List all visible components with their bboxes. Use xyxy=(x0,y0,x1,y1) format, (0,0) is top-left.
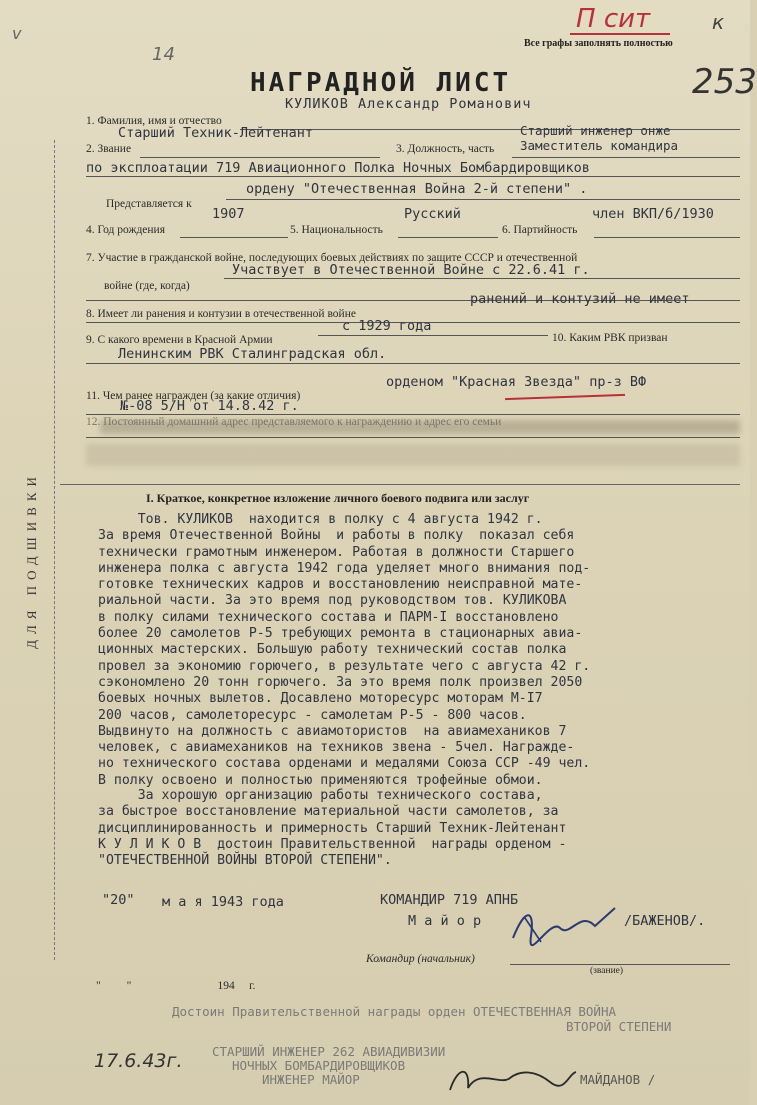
commander-label: Командир (начальник) xyxy=(366,953,475,965)
feat-line: боевых ночных вылетов. Досавлено моторесурс моторам М-I7 xyxy=(98,691,543,707)
field-1-label: 1. Фамилия, имя и отчество xyxy=(86,115,222,127)
feat-line: но технического состава орденами и медалями Союза ССР -49 чел. xyxy=(98,756,591,772)
feat-line: сэкономлено 20 тонн горючего. За это время полк произвел 2050 xyxy=(98,674,583,690)
field-7-label-line2: войне (где, когда) xyxy=(104,280,190,292)
feat-line: 200 часов, самолеторесурс - самолетам Р-5 - 800 часов. xyxy=(98,707,527,723)
field-5-value: Русский xyxy=(404,206,461,222)
corner-mark-k: к xyxy=(712,10,725,34)
field-10-line xyxy=(86,363,740,364)
commander-line-rule xyxy=(510,964,730,965)
page-title: НАГРАДНОЙ ЛИСТ xyxy=(250,68,512,98)
field-5-label: 5. Национальность xyxy=(290,224,383,236)
endorser-name: МАЙДАНОВ / xyxy=(580,1072,656,1087)
field-4-line xyxy=(180,237,288,238)
fill-all-notice: Все графы заполнять полностью xyxy=(524,38,673,49)
field-10-label: 10. Каким РВК призван xyxy=(552,332,668,344)
field-3-line-2 xyxy=(86,176,740,177)
commander-line: КОМАНДИР 719 АПНБ xyxy=(380,892,519,908)
conclusion-line: за быстрое восстановление материальной части самолетов, за xyxy=(98,804,559,820)
presented-label: Представляется к xyxy=(106,198,192,210)
section-title: I. Краткое, конкретное изложение личного боевого подвига или заслуг xyxy=(146,491,530,505)
conclusion-line: "ОТЕЧЕСТВЕННОЙ ВОЙНЫ ВТОРОЙ СТЕПЕНИ". xyxy=(98,853,392,869)
pencil-number: 14 xyxy=(152,44,175,65)
feat-line: За время Отечественной Войны и работы в полку показал себя xyxy=(98,528,575,544)
field-11-line xyxy=(86,414,740,415)
field-6-line xyxy=(594,237,740,238)
award-value: ордену "Отечественная Война 2-й степени" . xyxy=(246,181,588,197)
field-5-line xyxy=(398,237,498,238)
feat-line: человек, с авиамехаников на техников звена - 5чел. Награжде- xyxy=(98,740,575,756)
field-3-line xyxy=(512,157,740,158)
date-day: "20" xyxy=(102,892,135,908)
feat-line: в полку силами технического состава и ПАРМ-I восстановлено xyxy=(98,609,559,625)
conclusion xyxy=(98,788,566,869)
red-note: П сит xyxy=(576,4,651,34)
endorsement-hand-date: 17.6.43г. xyxy=(94,1050,183,1072)
field-2-value: Старший Техник-Лейтенант xyxy=(118,125,314,141)
field-9-line xyxy=(318,335,548,336)
field-6-value: член ВКП/б/1930 xyxy=(592,206,714,222)
side-label: ДЛЯ ПОДШИВКИ xyxy=(24,471,39,649)
field-6-label: 6. Партийность xyxy=(502,224,578,236)
endorser-title-line3: ИНЖЕНЕР МАЙОР xyxy=(262,1072,360,1087)
red-underline xyxy=(570,33,670,35)
field-11-value-line2: №-08 5/Н от 14.8.42 г. xyxy=(120,398,299,414)
commander-rank: М а й о р xyxy=(408,913,482,929)
endorser-title-line1: СТАРШИЙ ИНЖЕНЕР 262 АВИАДИВИЗИИ xyxy=(212,1044,446,1059)
conclusion-line: К У Л И К О В достоин Правительственной награды орденом - xyxy=(98,836,567,852)
feat-line: инженера полка с августа 1942 года уделяет много внимания под- xyxy=(98,560,591,576)
blank-date: " " 194 г. xyxy=(96,980,256,992)
field-1-value: КУЛИКОВ Александр Романович xyxy=(285,96,532,112)
field-8-label: 8. Имеет ли ранения и контузии в отечественной войне xyxy=(86,308,356,320)
field-4-label: 4. Год рождения xyxy=(86,224,165,236)
field-9-value: с 1929 года xyxy=(342,318,432,334)
field-12-line xyxy=(86,437,740,438)
endorser-signature xyxy=(440,1060,580,1096)
red-underline-award xyxy=(505,394,625,400)
field-3-label: 3. Должность, часть xyxy=(396,143,495,155)
conclusion-line: дисциплинированность и примерность Старший Техник-Лейтенант xyxy=(98,820,567,836)
endorsement-line1: Достоин Правительственной награды орден ОТЕЧЕСТВЕННАЯ ВОЙНА xyxy=(172,1004,617,1019)
endorser-title-line2: НОЧНЫХ БОМБАРДИРОВЩИКОВ xyxy=(232,1058,406,1073)
field-11-value-line1: орденом "Красная Звезда" пр-з ВФ xyxy=(386,374,647,390)
field-7-label-line1: 7. Участие в гражданской войне, последующих боевых действиях по защите СССР и отечественной xyxy=(86,252,578,264)
endorsement-line2: ВТОРОЙ СТЕПЕНИ xyxy=(566,1019,672,1034)
redaction-blot-2 xyxy=(86,444,740,466)
feat-line: Тов. КУЛИКОВ находится в полку с 4 августа 1942 г. xyxy=(98,512,543,527)
redaction-blot xyxy=(100,420,740,434)
field-9-label: 9. С какого времени в Красной Армии xyxy=(86,334,273,346)
feat-line: Выдвинуто на должность с авиамотористов на авиамехаников 7 xyxy=(98,723,567,739)
feat-line: ционных мастерских. Большую работу технический состав полка xyxy=(98,642,567,658)
field-7-value: Участвует в Отечественной Войне с 22.6.41 г. xyxy=(232,262,590,278)
feat-line: провел за экономию горючего, в результате чего с августа 42 г. xyxy=(98,658,591,674)
big-number: 253 xyxy=(692,62,757,102)
field-2-label: 2. Звание xyxy=(86,143,132,155)
feat-line: риальной части. За это время под руководством тов. КУЛИКОВА xyxy=(98,593,567,609)
feat-line: технически грамотным инженером. Работая в должности Старшего xyxy=(98,544,575,560)
field-12-label: 12. Постоянный домашний адрес представляемого к награждению и адрес его семьи xyxy=(86,416,502,428)
award-line xyxy=(226,199,740,200)
section-divider xyxy=(60,484,740,485)
field-11-label: 11. Чем ранее награжден (за какие отличия) xyxy=(86,390,301,402)
field-10-value: Ленинским РВК Сталинградская обл. xyxy=(118,346,387,362)
commander-name: /БАЖЕНОВ/. xyxy=(624,913,706,929)
conclusion-line: За хорошую организацию работы технического состава, xyxy=(98,788,543,803)
field-3-value-line3: по эксплоатации 719 Авиационного Полка Ночных Бомбардировщиков xyxy=(86,160,590,176)
field-7-line xyxy=(224,278,740,279)
feat-line: В полку освоено и полностью применяются трофейные обмои. xyxy=(98,772,543,788)
feat-line: готовке технических кадров и восстановлению неисправной мате- xyxy=(98,577,583,593)
feat-description xyxy=(98,512,590,789)
commander-signature xyxy=(505,898,625,952)
field-2-line xyxy=(140,157,380,158)
rank-label: (звание) xyxy=(590,966,624,976)
date-rest: м а я 1943 года xyxy=(162,894,284,910)
field-8-value: ранений и контузий не имеет xyxy=(470,291,690,307)
corner-mark-v: v xyxy=(12,24,22,43)
field-4-value: 1907 xyxy=(212,206,245,222)
field-3-value-line2: Заместитель командира xyxy=(520,138,679,153)
feat-line: более 20 самолетов Р-5 требующих ремонта в стационарных авиа- xyxy=(98,626,583,642)
field-3-value-line1: Старший инженер онже xyxy=(520,123,671,138)
fold-line xyxy=(54,140,55,960)
